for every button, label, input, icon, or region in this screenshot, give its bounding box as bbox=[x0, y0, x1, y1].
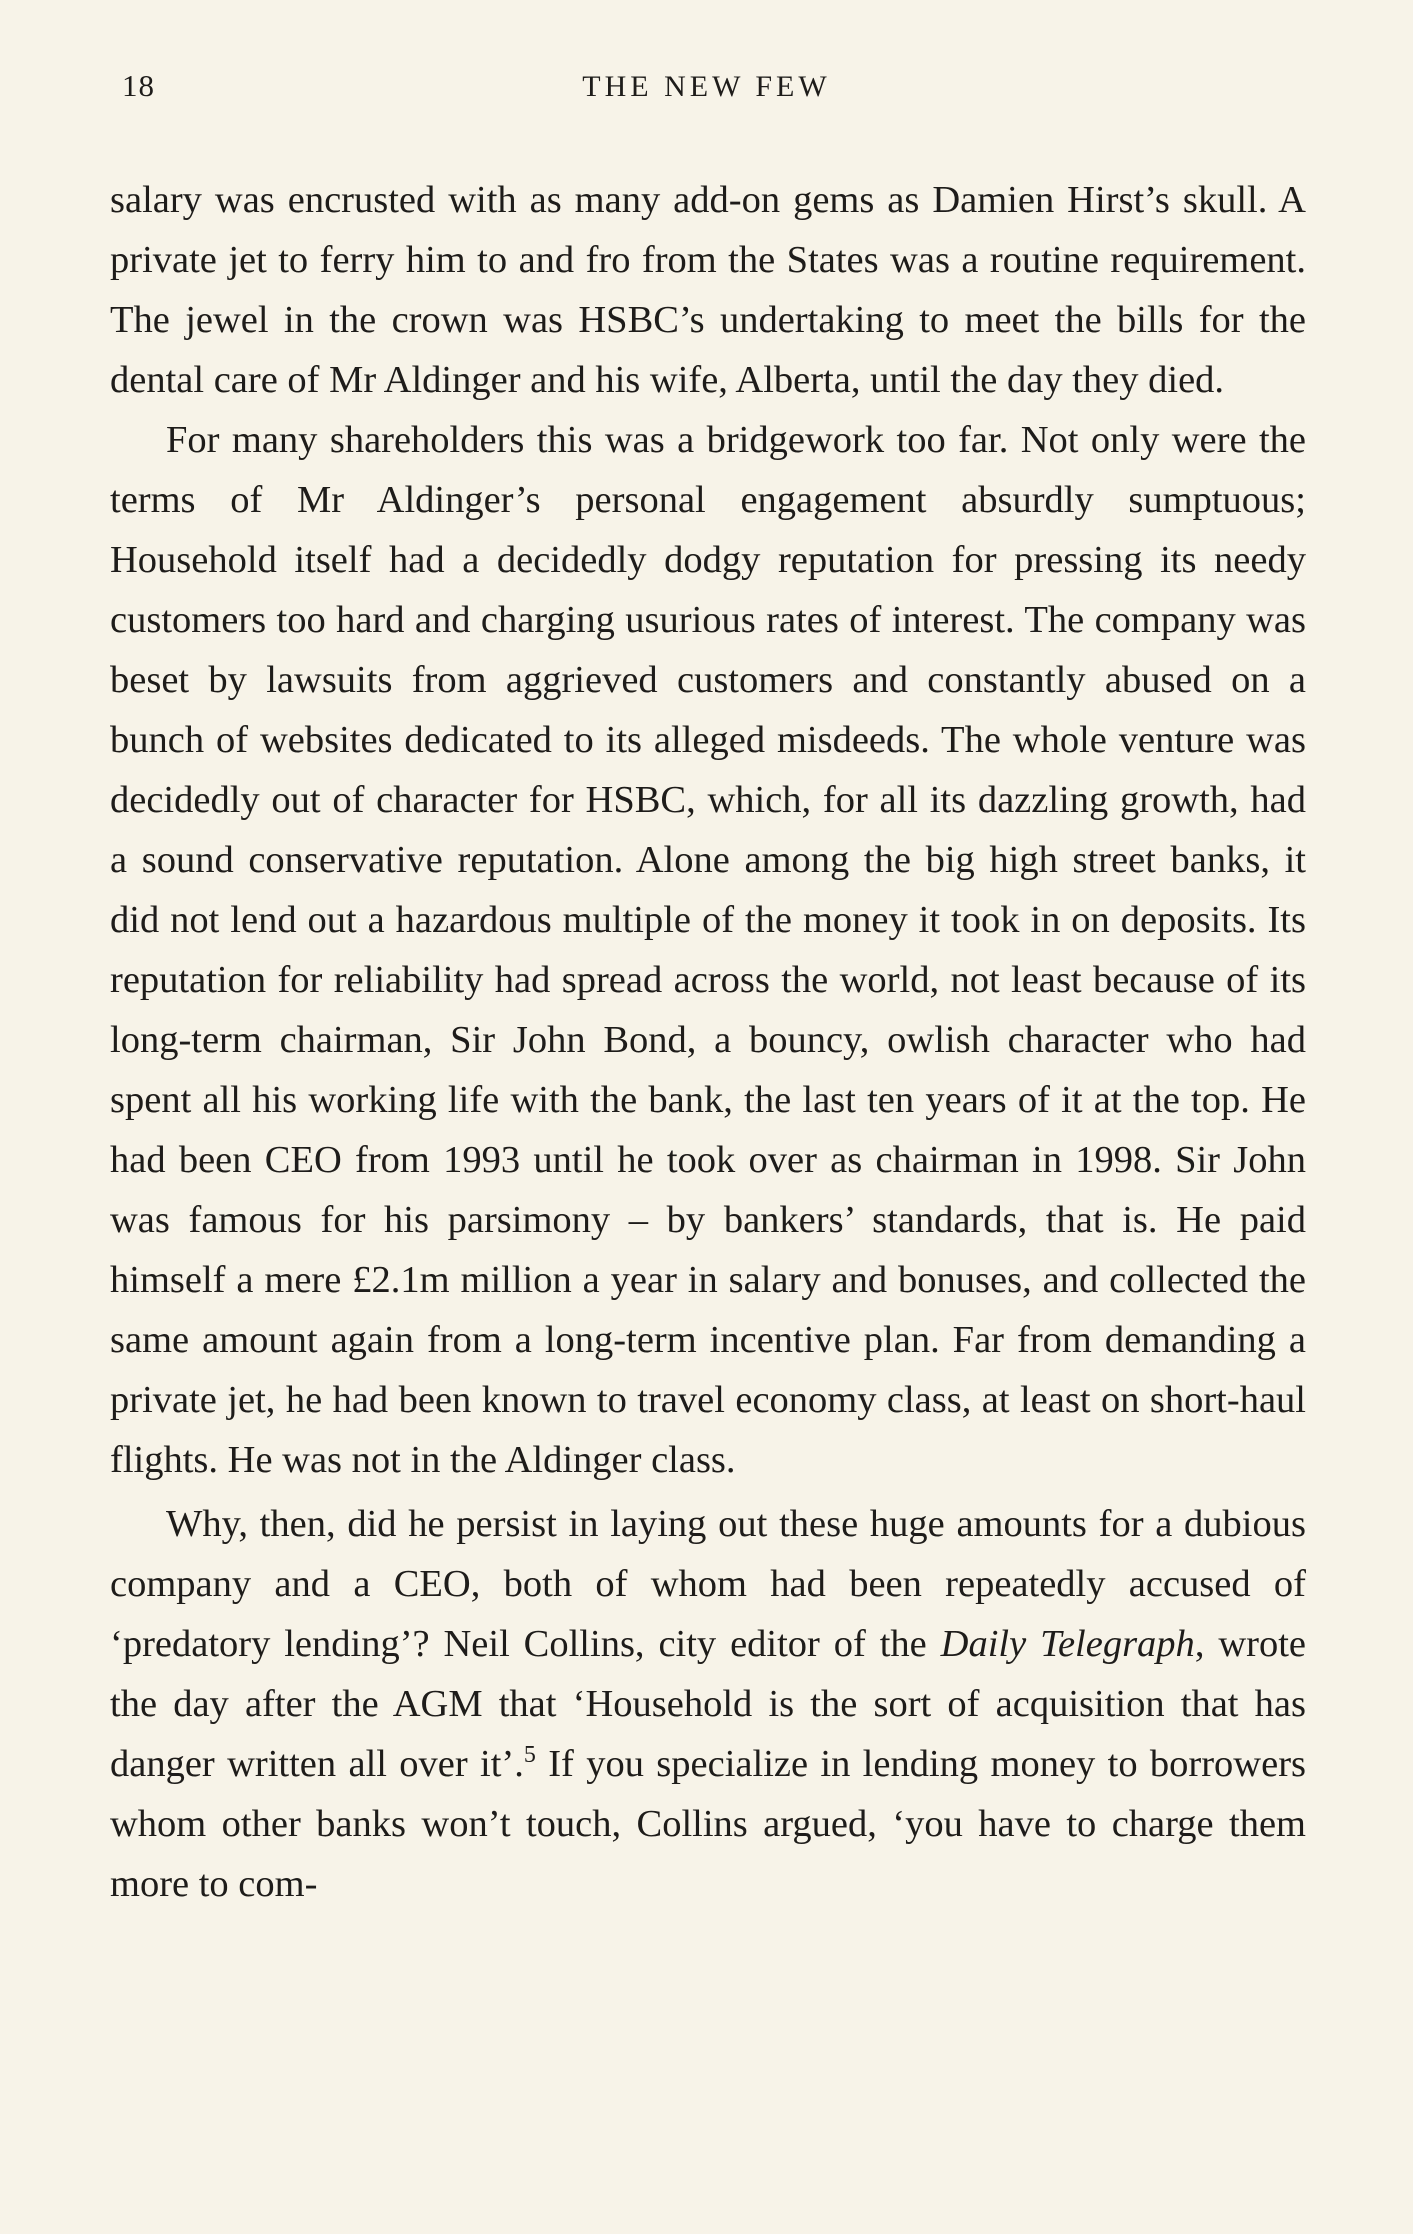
body-text bbox=[110, 170, 1306, 1914]
footnote-marker: 5 bbox=[523, 1742, 536, 1769]
paragraph-why-then-part-a: Why, then, did he persist in laying out these huge amounts for a dubious company and a CEO, both of whom had been repeatedly accused of ‘predatory lending’? Neil Collins, city editor of the bbox=[110, 1503, 1306, 1665]
page-number: 18 bbox=[122, 68, 155, 103]
paragraph-continued: salary was encrusted with as many add-on gems as Damien Hirst’s skull. A private jet to ferry him to and fro from the States was a routine requirement. The jewel in the crown was HSBC’s undertaking to meet the bills for the dental care of Mr Aldinger and his wife, Alberta, until the day they died. bbox=[110, 179, 1306, 401]
paragraph-bridgework: For many shareholders this was a bridgework too far. Not only were the terms of Mr Aldinger’s personal engagement absurdly sumptuous; Household itself had a decidedly dodgy reputation for pressing its needy customers too hard and charging usurious rates of interest. The company was beset by lawsuits from aggrieved customers and constantly abused on a bunch of websites dedicated to its alleged misdeeds. The whole venture was decidedly out of character for HSBC, which, for all its dazzling growth, had a sound conservative reputation. Alone among the big high street banks, it did not lend out a hazardous multiple of the money it took in on deposits. Its reputation for reliability had spread across the world, not least because of its long-term chairman, Sir John Bond, a bouncy, owlish character who had spent all his working life with the bank, the last ten years of it at the top. He had been CEO from 1993 until he took over as chairman in 1998. Sir John was famous for his parsimony – by bankers’ standards, that is. He paid himself a mere £2.1m million a year in salary and bonuses, and collected the same amount again from a long-term incentive plan. Far from demanding a private jet, he had been known to travel economy class, at least on short-haul flights. He was not in the Aldinger class. bbox=[110, 419, 1306, 1481]
paragraph-why-then-part-b: , wrote the day after the AGM that ‘Household is the sort of acquisition that has danger written all over it’. bbox=[110, 1623, 1306, 1785]
paragraph-why-then bbox=[110, 1494, 1306, 1914]
newspaper-title: Daily Telegraph bbox=[940, 1623, 1195, 1665]
running-head: THE NEW FEW bbox=[582, 70, 831, 103]
paragraph-why-then-part-c: If you specialize in lending money to borrowers whom other banks won’t touch, Collins argued, ‘you have to charge them more to com- bbox=[110, 1743, 1306, 1905]
